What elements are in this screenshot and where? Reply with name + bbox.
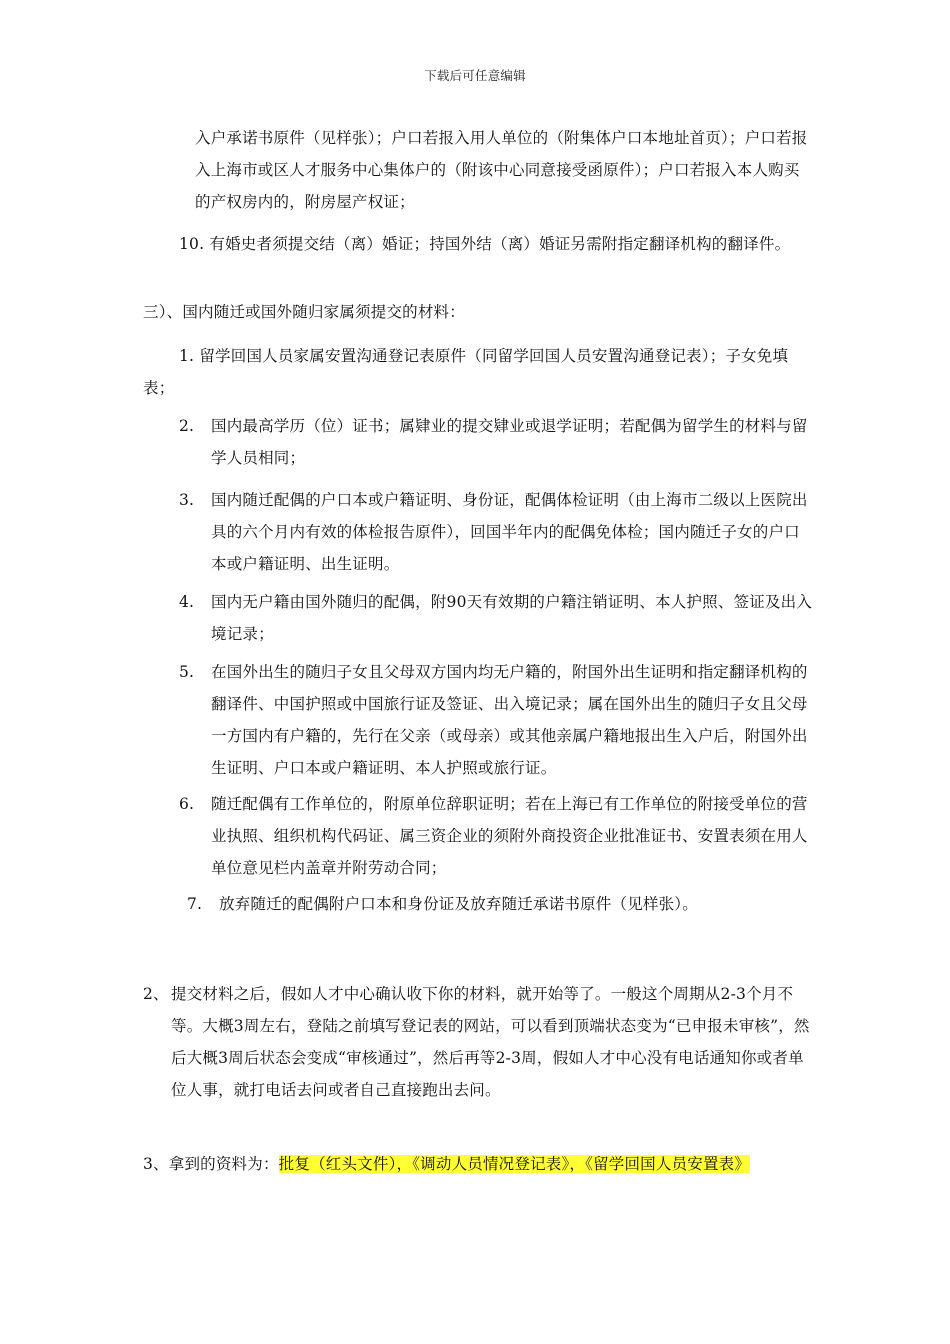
step-2-text: 提交材料之后，假如人才中心确认收下你的材料，就开始等了。一般这个周期从2-3个月不等。大概3周左右，登陆之前填写登记表的网站，可以看到顶端状态变为“已申报未审核”，然后大概3周后状态会变成“审核通过”，然后再等2-3周，假如人才中心没有电话通知你或者单位人事，就打电话去问或者自己直接跑出去问。 xyxy=(171,985,810,1099)
item-10 xyxy=(143,228,815,260)
family-item-number: 6. xyxy=(179,795,195,813)
family-item-text: 国内最高学历（位）证书；属肄业的提交肄业或退学证明；若配偶为留学生的材料与留学人员相同； xyxy=(211,417,808,467)
family-item-text: 留学回国人员家属安置沟通登记表原件（同留学回国人员安置沟通登记表）；子女免填表； xyxy=(143,347,789,397)
family-item-text: 随迁配偶有工作单位的，附原单位辞职证明；若在上海已有工作单位的附接受单位的营业执照、组织机构代码证、属三资企业的须附外商投资企业批准证书、安置表须在用人单位意见栏内盖章并附劳动合同； xyxy=(211,795,808,877)
family-item-number: 1. xyxy=(179,347,195,365)
step-2-number: 2、 xyxy=(143,985,169,1003)
family-item-4 xyxy=(143,586,815,650)
step-2 xyxy=(143,978,815,1106)
family-item-text: 在国外出生的随归子女且父母双方国内均无户籍的，附国外出生证明和指定翻译机构的翻译件、中国护照或中国旅行证及签证、出入境记录；属在国外出生的随归子女且父母一方国内有户籍的，先行在父亲（或母亲）或其他亲属户籍地报出生入户后，附国外出生证明、户口本或户籍证明、本人护照或旅行证。 xyxy=(211,663,808,777)
item-10-number: 10. xyxy=(179,235,205,253)
step-3 xyxy=(143,1148,815,1180)
family-item-number: 3. xyxy=(179,491,195,509)
family-item-text: 国内无户籍由国外随归的配偶，附90天有效期的户籍注销证明、本人护照、签证及出入境记录； xyxy=(211,593,813,643)
family-item-text: 国内随迁配偶的户口本或户籍证明、身份证，配偶体检证明（由上海市二级以上医院出具的六个月内有效的体检报告原件），回国半年内的配偶免体检；国内随迁子女的户口本或户籍证明、出生证明。 xyxy=(211,491,808,573)
family-item-2 xyxy=(143,410,815,474)
page-header: 下载后可任意编辑 xyxy=(424,68,526,83)
family-item-3 xyxy=(143,484,815,580)
section-3-heading: 三）、国内随迁或国外随归家属须提交的材料： xyxy=(143,303,465,321)
family-item-number: 5. xyxy=(179,663,195,681)
step-3-highlighted-text: 批复（红头文件），《调动人员情况登记表》，《留学回国人员安置表》 xyxy=(278,1155,751,1173)
continuation-paragraph: 入户承诺书原件（见样张）；户口若报入用人单位的（附集体户口本地址首页）；户口若报入上海市或区人才服务中心集体户的（附该中心同意接受函原件）；户口若报入本人购买的产权房内的，附房屋产权证； xyxy=(195,129,808,211)
family-item-number: 7. xyxy=(187,895,203,913)
family-item-5 xyxy=(143,656,815,784)
family-item-number: 4. xyxy=(179,593,195,611)
family-item-number: 2. xyxy=(179,417,195,435)
family-item-6 xyxy=(143,788,815,884)
family-item-7 xyxy=(143,888,815,920)
family-item-1 xyxy=(143,340,815,404)
step-3-prefix: 3、拿到的资料为： xyxy=(143,1155,279,1173)
family-item-text: 放弃随迁的配偶附户口本和身份证及放弃随迁承诺书原件（见样张）。 xyxy=(219,895,698,913)
item-10-text: 有婚史者须提交结（离）婚证；持国外结（离）婚证另需附指定翻译机构的翻译件。 xyxy=(209,235,791,253)
